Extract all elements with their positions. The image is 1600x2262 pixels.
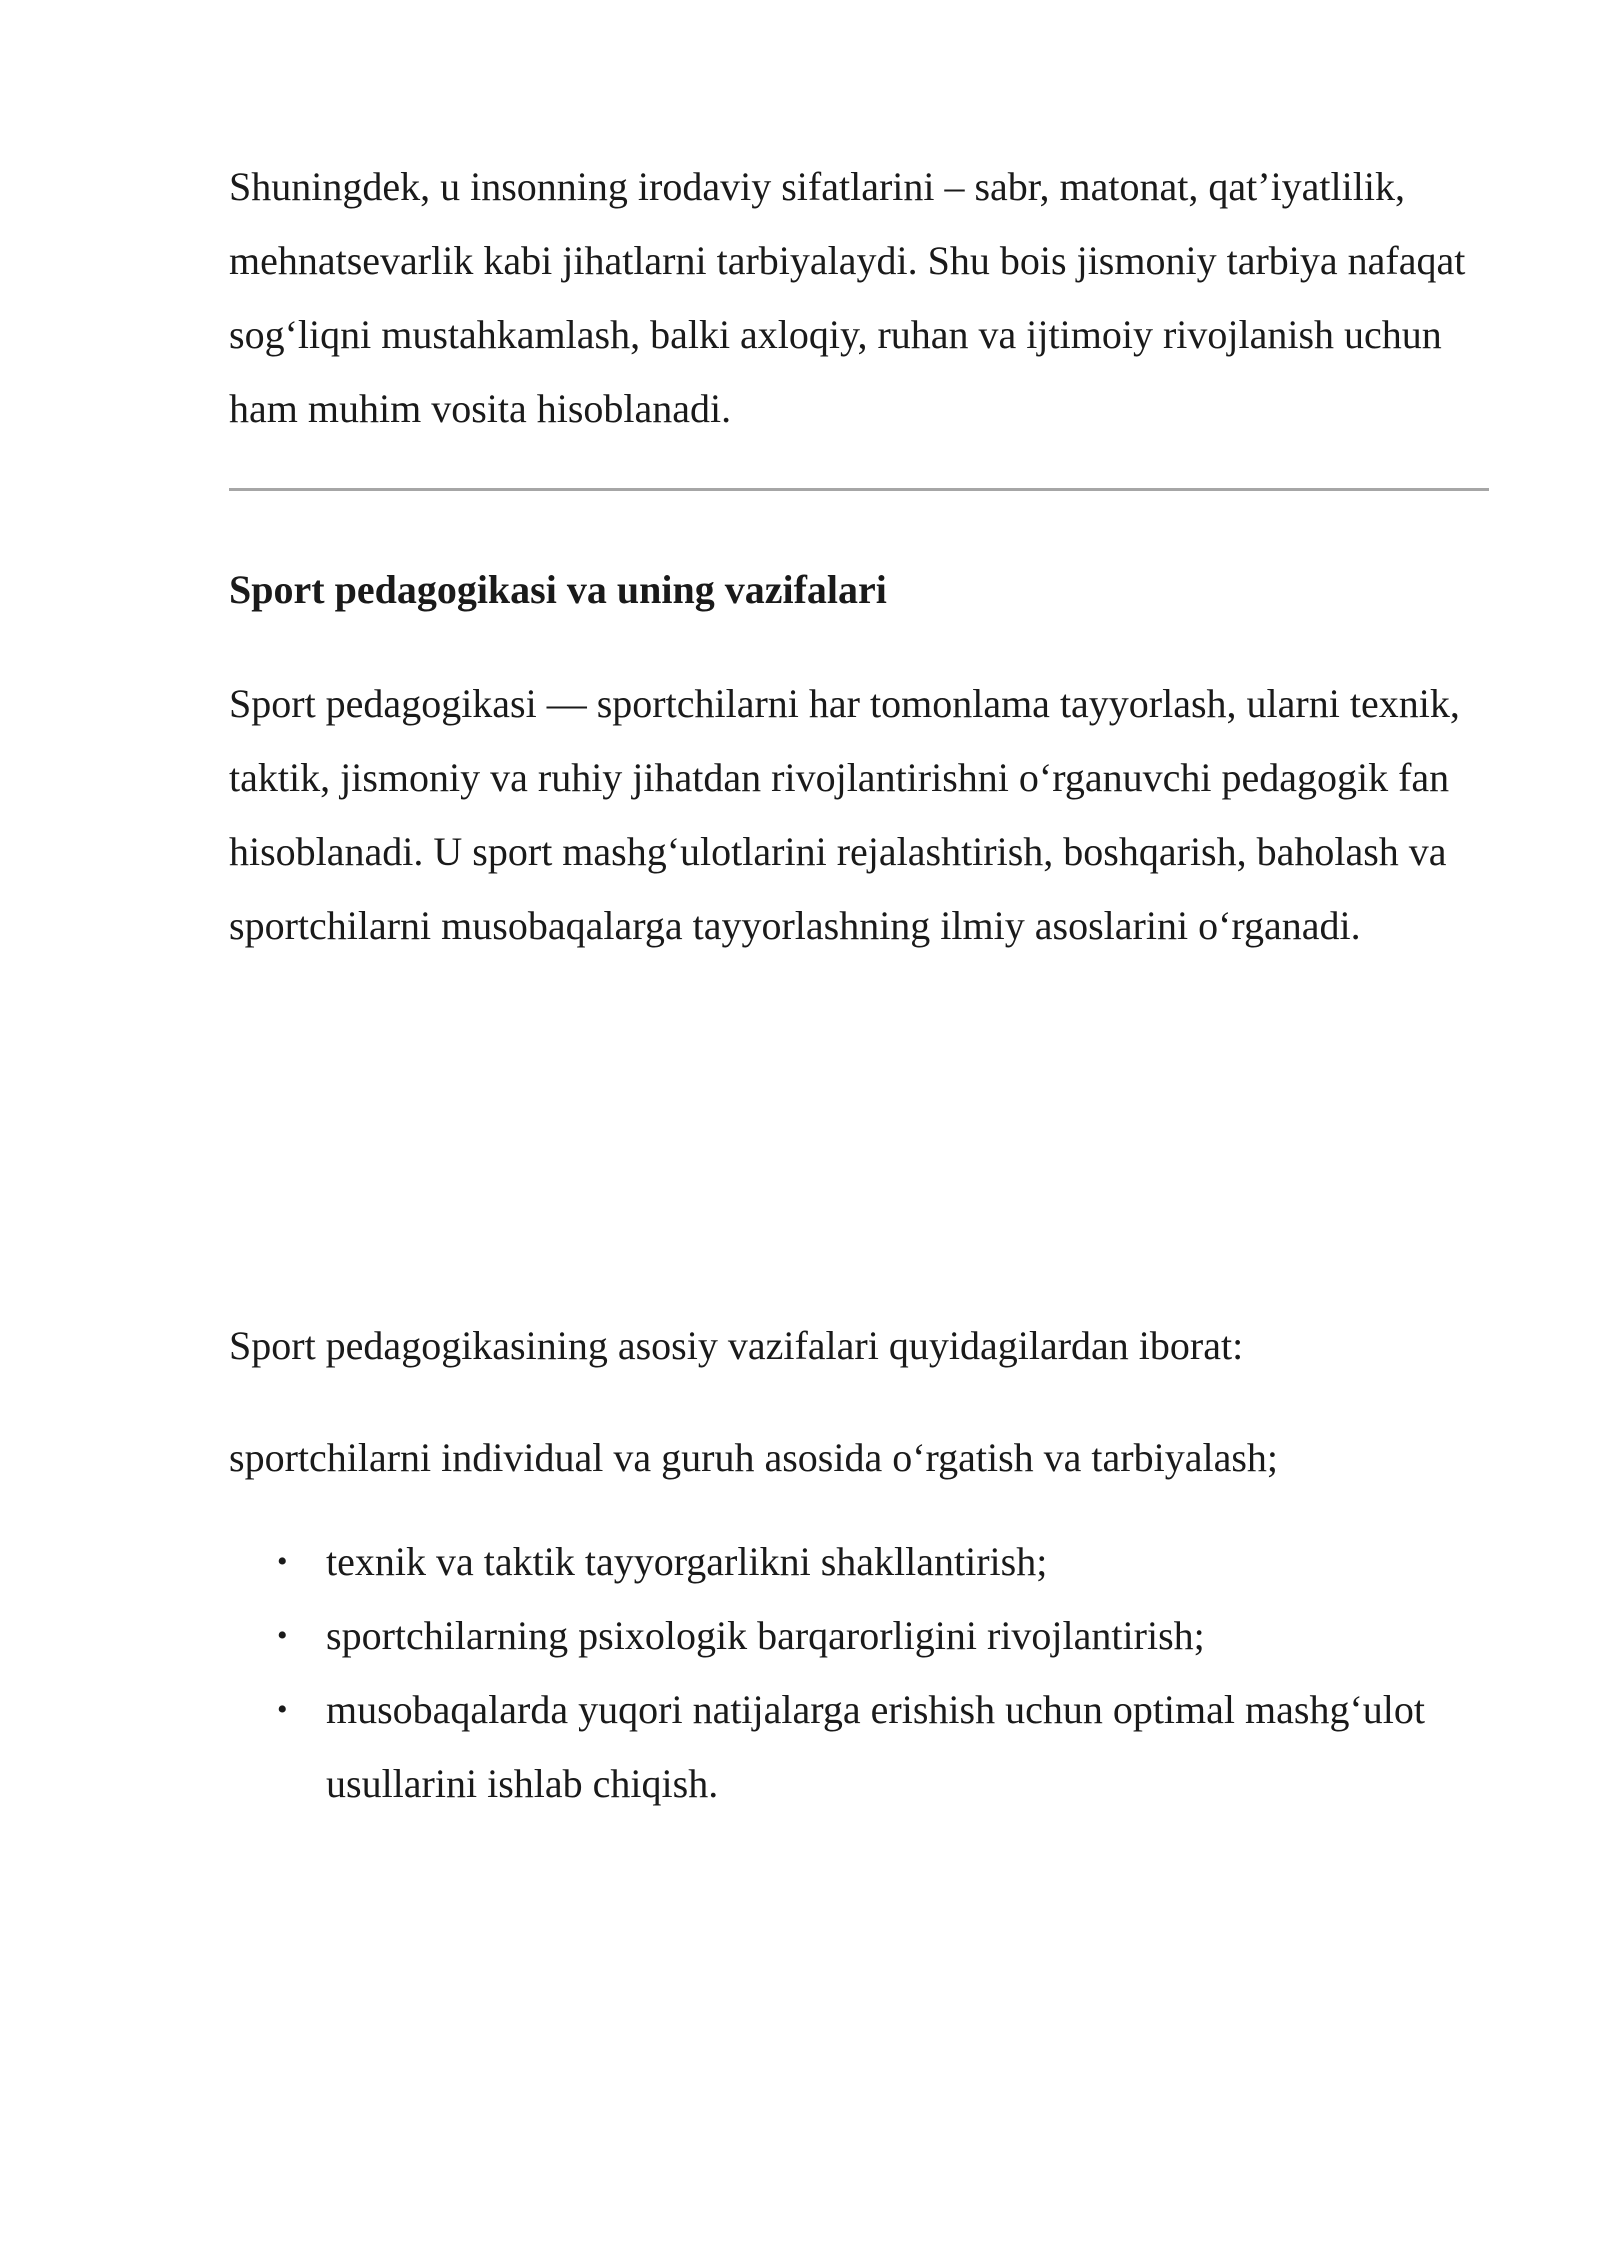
list-item-text: sportchilarning psixologik barqarorligini rivojlantirish; <box>326 1613 1205 1658</box>
section-heading: Sport pedagogikasi va uning vazifalari <box>229 567 887 612</box>
list-item-text: texnik va taktik tayyorgarlikni shakllantirish; <box>326 1539 1048 1584</box>
list-item <box>229 1673 1489 1821</box>
list-item <box>229 1525 1489 1599</box>
document-page <box>229 150 1489 1821</box>
intro-paragraph: Shuningdek, u insonning irodaviy sifatlarini – sabr, matonat, qat’iyatlilik, mehnatsevarlik kabi jihatlarni tarbiyalaydi. Shu bois jismoniy tarbiya nafaqat sog‘liqni mustahkamlash, balki axloqiy, ruhan va ijtimoiy rivojlanish uchun ham muhim vosita hisoblanadi. <box>229 164 1466 431</box>
horizontal-divider <box>229 488 1489 491</box>
tasks-intro-paragraph: Sport pedagogikasining asosiy vazifalari quyidagilardan iborat: <box>229 1323 1244 1368</box>
first-task-paragraph: sportchilarni individual va guruh asosida o‘rgatish va tarbiyalash; <box>229 1435 1279 1480</box>
list-item <box>229 1599 1489 1673</box>
bullet-icon: • <box>277 1693 288 1726</box>
list-item-text: musobaqalarda yuqori natijalarga erishish uchun optimal mashg‘ulot usullarini ishlab chiqish. <box>326 1687 1426 1806</box>
bullet-icon: • <box>277 1545 288 1578</box>
bullet-icon: • <box>277 1619 288 1652</box>
definition-paragraph: Sport pedagogikasi — sportchilarni har tomonlama tayyorlash, ularni texnik, taktik, jismoniy va ruhiy jihatdan rivojlantirishni o‘rganuvchi pedagogik fan hisoblanadi. U sport mashg‘ulotlarini rejalashtirish, boshqarish, baholash va sportchilarni musobaqalarga tayyorlashning ilmiy asoslarini o‘rganadi. <box>229 681 1460 948</box>
task-bullet-list <box>229 1525 1489 1821</box>
